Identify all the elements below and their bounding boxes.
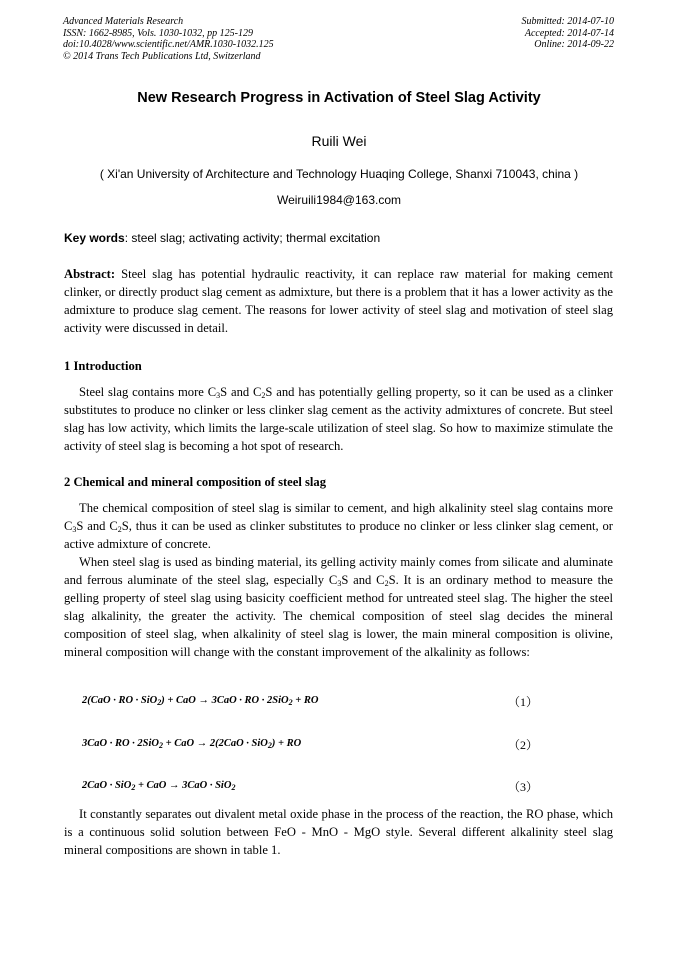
submitted-date: Submitted: 2014-07-10 <box>521 16 614 27</box>
author-email[interactable]: Weiruili1984@163.com <box>276 193 402 207</box>
author-affiliation: ( Xi'an University of Architecture and Technology Huaqing College, Shanxi 710043, china ) <box>99 167 579 181</box>
abstract-label: Abstract: <box>64 267 116 281</box>
keywords-label: Key words <box>64 231 125 245</box>
equation-1: 2(CaO · RO · SiO$_2$) + CaO → 3CaO · RO · 2SiO$_2$ + RO <box>82 695 319 707</box>
abstract <box>64 265 613 337</box>
equation-3-number: （3） <box>508 780 539 794</box>
keywords <box>64 231 614 245</box>
abstract-text: Steel slag has potential hydraulic reactivity, it can replace raw material for making cement clinker, or directly product slag cement as admixture, but there is a problem that it has a lower activity as the admixture to produce slag cement. The reasons for lower activity of steel slag and motivation of steel slag activity were discussed in detail. <box>64 267 613 335</box>
equation-2-number: （2） <box>508 738 539 752</box>
composition-paragraph-2: When steel slag is used as binding material, its gelling activity mainly comes from silicate and aluminate and ferrous aluminate of the steel slag, especially $C_3S$ and $C_2S$. It is an ordinary method to measure the gelling property of steel slag using basicity coefficient method for untreated steel slag. The higher the steel slag alkalinity, the greater the activity. The chemical composition of steel slag decides the mineral composition of steel slag, when alkalinity of steel slag is lower, the main mineral composition is olivine, mineral composition will change with the constant improvement of the alkalinity as follows: <box>64 555 613 659</box>
section-heading-composition: 2 Chemical and mineral composition of steel slag <box>64 475 327 489</box>
introduction-paragraph: Steel slag contains more $C_3S$ and $C_2S$ and has potentially gelling property, so it can be used as a clinker substitutes to produce no clinker or less clinker slag cement as the activity admixtures of concrete. But steel slag has low activity, which limits the large-scale utilization of steel slag. So how to maximize stimulate the activity of steel slag is becoming a hot spot of research. <box>64 385 613 453</box>
section-heading-introduction: 1 Introduction <box>64 359 142 373</box>
journal-doi: doi:10.4028/www.scientific.net/AMR.1030-1032.125 <box>63 39 274 50</box>
composition-paragraph-1: The chemical composition of steel slag is similar to cement, and high alkalinity steel slag contains more $C_3S$ and $C_2S$, thus it can be used as clinker substitutes to produce no clinker or less clinker slag cement, or active admixture of concrete. <box>64 501 613 551</box>
journal-issn: ISSN: 1662-8985, Vols. 1030-1032, pp 125-129 <box>63 27 253 39</box>
paper-title: New Research Progress in Activation of Steel Slag Activity <box>137 90 541 106</box>
equation-3: 2CaO · SiO$_2$ + CaO → 3CaO · SiO$_2$ <box>82 780 236 792</box>
keywords-text: : steel slag; activating activity; thermal excitation <box>124 231 381 245</box>
author-name: Ruili Wei <box>311 133 367 149</box>
journal-name: Advanced Materials Research <box>63 16 184 27</box>
journal-info <box>63 16 274 62</box>
equation-2: 3CaO · RO · 2SiO$_2$ + CaO → 2(2CaO · SiO$_2$) + RO <box>82 738 302 750</box>
online-date: Online: 2014-09-22 <box>534 39 614 50</box>
submission-dates <box>522 16 615 51</box>
equation-1-number: （1） <box>508 695 539 709</box>
closing-paragraph: It constantly separates out divalent metal oxide phase in the process of the reaction, the RO phase, which is a continuous solid solution between FeO - MnO - MgO style. Several different alkalinity steel slag mineral compositions are shown in table 1. <box>64 807 613 857</box>
accepted-date: Accepted: 2014-07-14 <box>524 27 614 39</box>
composition-paragraphs <box>64 499 613 661</box>
journal-copyright: © 2014 Trans Tech Publications Ltd, Switzerland <box>63 50 261 62</box>
